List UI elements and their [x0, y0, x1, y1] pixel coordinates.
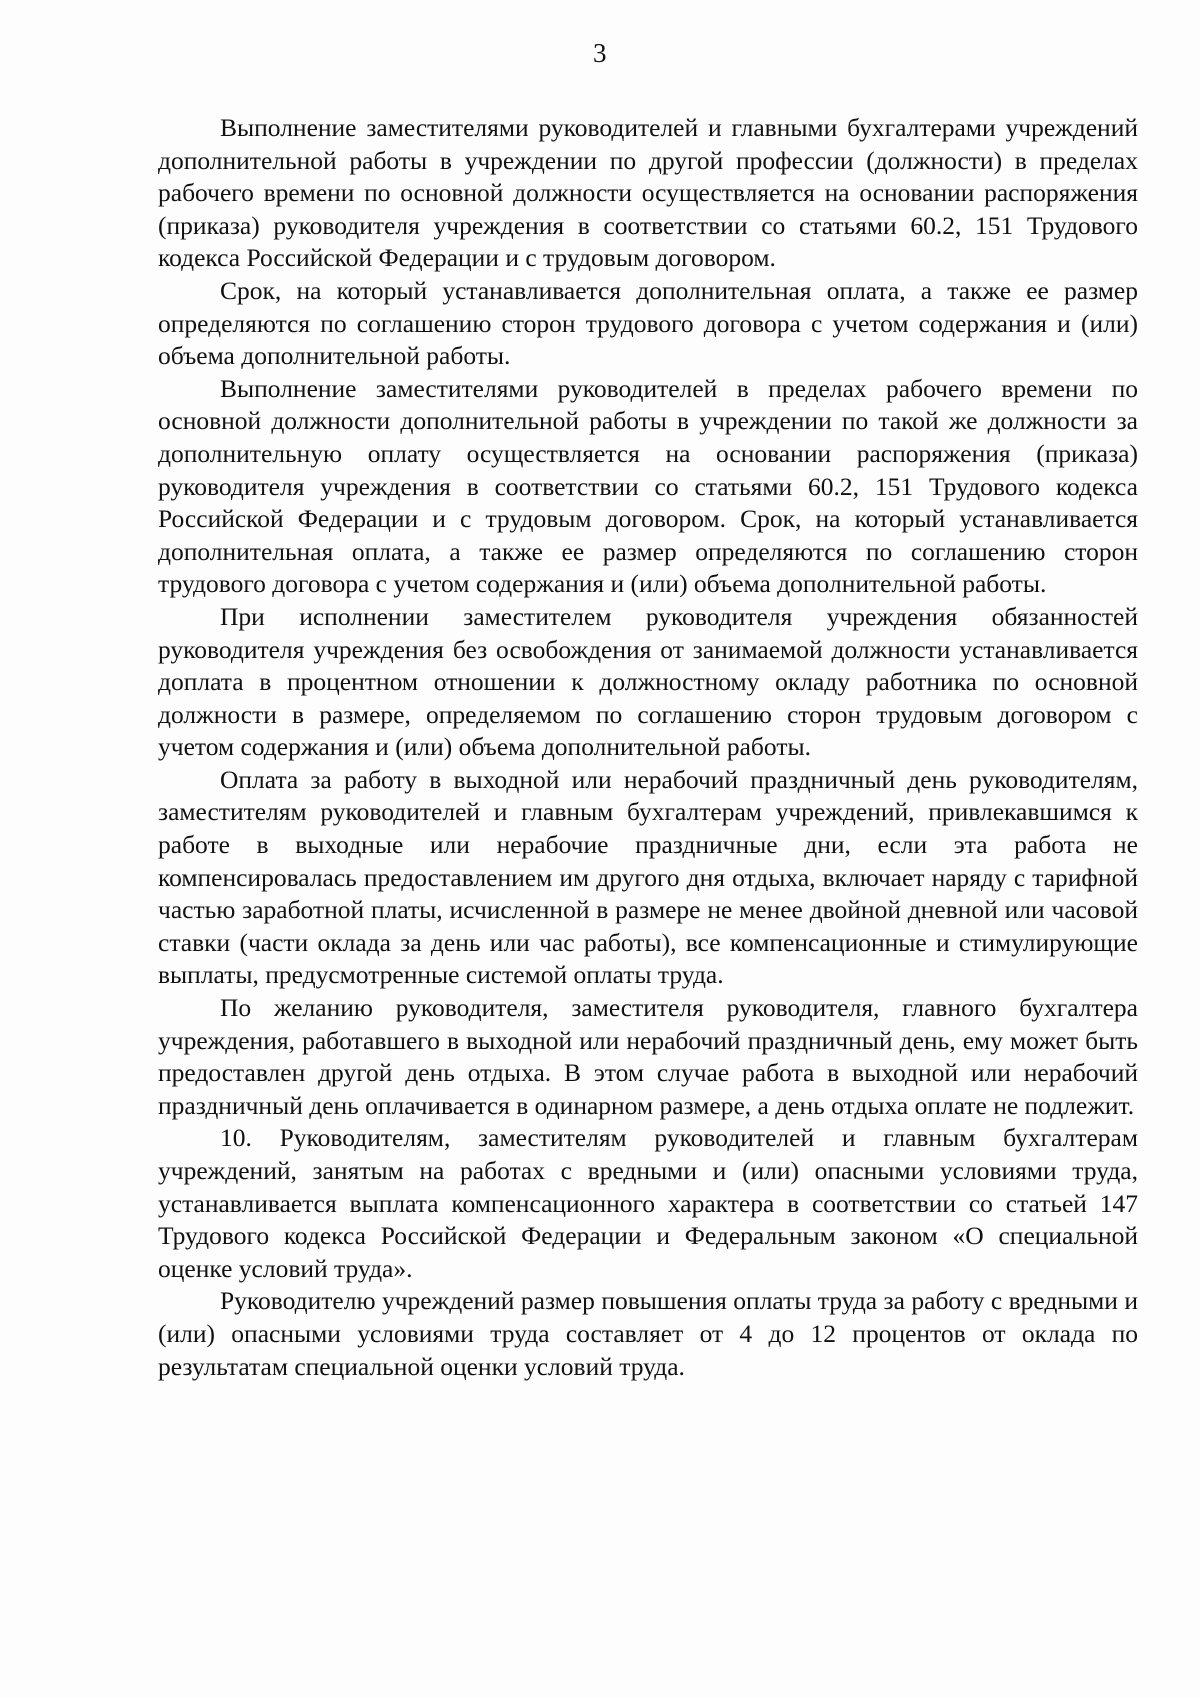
- paragraph-item-10-hazardous-conditions: 10. Руководителям, заместителям руководителей и главным бухгалтерам учреждений, занятым на работах с вредными и (или) опасными условиями труда, устанавливается выплата компенсационного характера в соответствии со статьей 147 Трудового кодекса Российской Федерации и Федеральным законом «О специальной оценке условий труда».: [158, 1123, 1138, 1283]
- paragraph-payment-term: Срок, на который устанавливается дополнительная оплата, а также ее размер определяются по соглашению сторон трудового договора с учетом содержания и (или) объема дополнительной работы.: [158, 275, 1138, 371]
- paragraph-additional-work-other-position: Выполнение заместителями руководителей и главными бухгалтерами учреждений дополнительной работы в учреждении по другой профессии (должности) в пределах рабочего времени по основной должности осуществляется на основании распоряжения (приказа) руководителя учреждения в соответствии со статьями 60.2, 151 Трудового кодекса Российской Федерации и с трудовым договором.: [158, 113, 1138, 273]
- page-number: 3: [593, 38, 607, 68]
- paragraph-acting-head-allowance: При исполнении заместителем руководителя учреждения обязанностей руководителя учреждения без освобождения от занимаемой должности устанавливается доплата в процентном отношении к должностному окладу работника по основной должности в размере, определяемом по соглашению сторон трудовым договором с учетом содержания и (или) объема дополнительной работы.: [158, 601, 1138, 762]
- paragraph-weekend-holiday-pay: Оплата за работу в выходной или нерабочий праздничный день руководителям, заместителям руководителей и главным бухгалтерам учреждений, привлекавшимся к работе в выходные или нерабочие праздничные дни, если эта работа не компенсировалась предоставлением им другого дня отдыха, включает наряду с тарифной частью заработной платы, исчисленной в размере не менее двойной дневной или часовой ставки (части оклада за день или час работы), все компенсационные и стимулирующие выплаты, предусмотренные системой оплаты труда.: [158, 764, 1138, 990]
- paragraph-additional-work-same-position: Выполнение заместителями руководителей в пределах рабочего времени по основной должности дополнительной работы в учреждении по такой же должности за дополнительную оплату осуществляется на основании распоряжения (приказа) руководителя учреждения в соответствии со статьями 60.2, 151 Трудового кодекса Российской Федерации и с трудовым договором. Срок, на который устанавливается дополнительная оплата, а также ее размер определяются по соглашению сторон трудового договора с учетом содержания и (или) объема дополнительной работы.: [158, 373, 1138, 599]
- document-body: [158, 112, 1138, 1383]
- paragraph-day-off-option: По желанию руководителя, заместителя руководителя, главного бухгалтера учреждения, работавшего в выходной или нерабочий праздничный день, ему может быть предоставлен другой день отдыха. В этом случае работа в выходной или нерабочий праздничный день оплачивается в одинарном размере, а день отдыха оплате не подлежит.: [158, 993, 1138, 1120]
- paragraph-hazard-pay-rate: Руководителю учреждений размер повышения оплаты труда за работу с вредными и (или) опасными условиями труда составляет от 4 до 12 процентов от оклада по результатам специальной оценки условий труда.: [158, 1286, 1138, 1381]
